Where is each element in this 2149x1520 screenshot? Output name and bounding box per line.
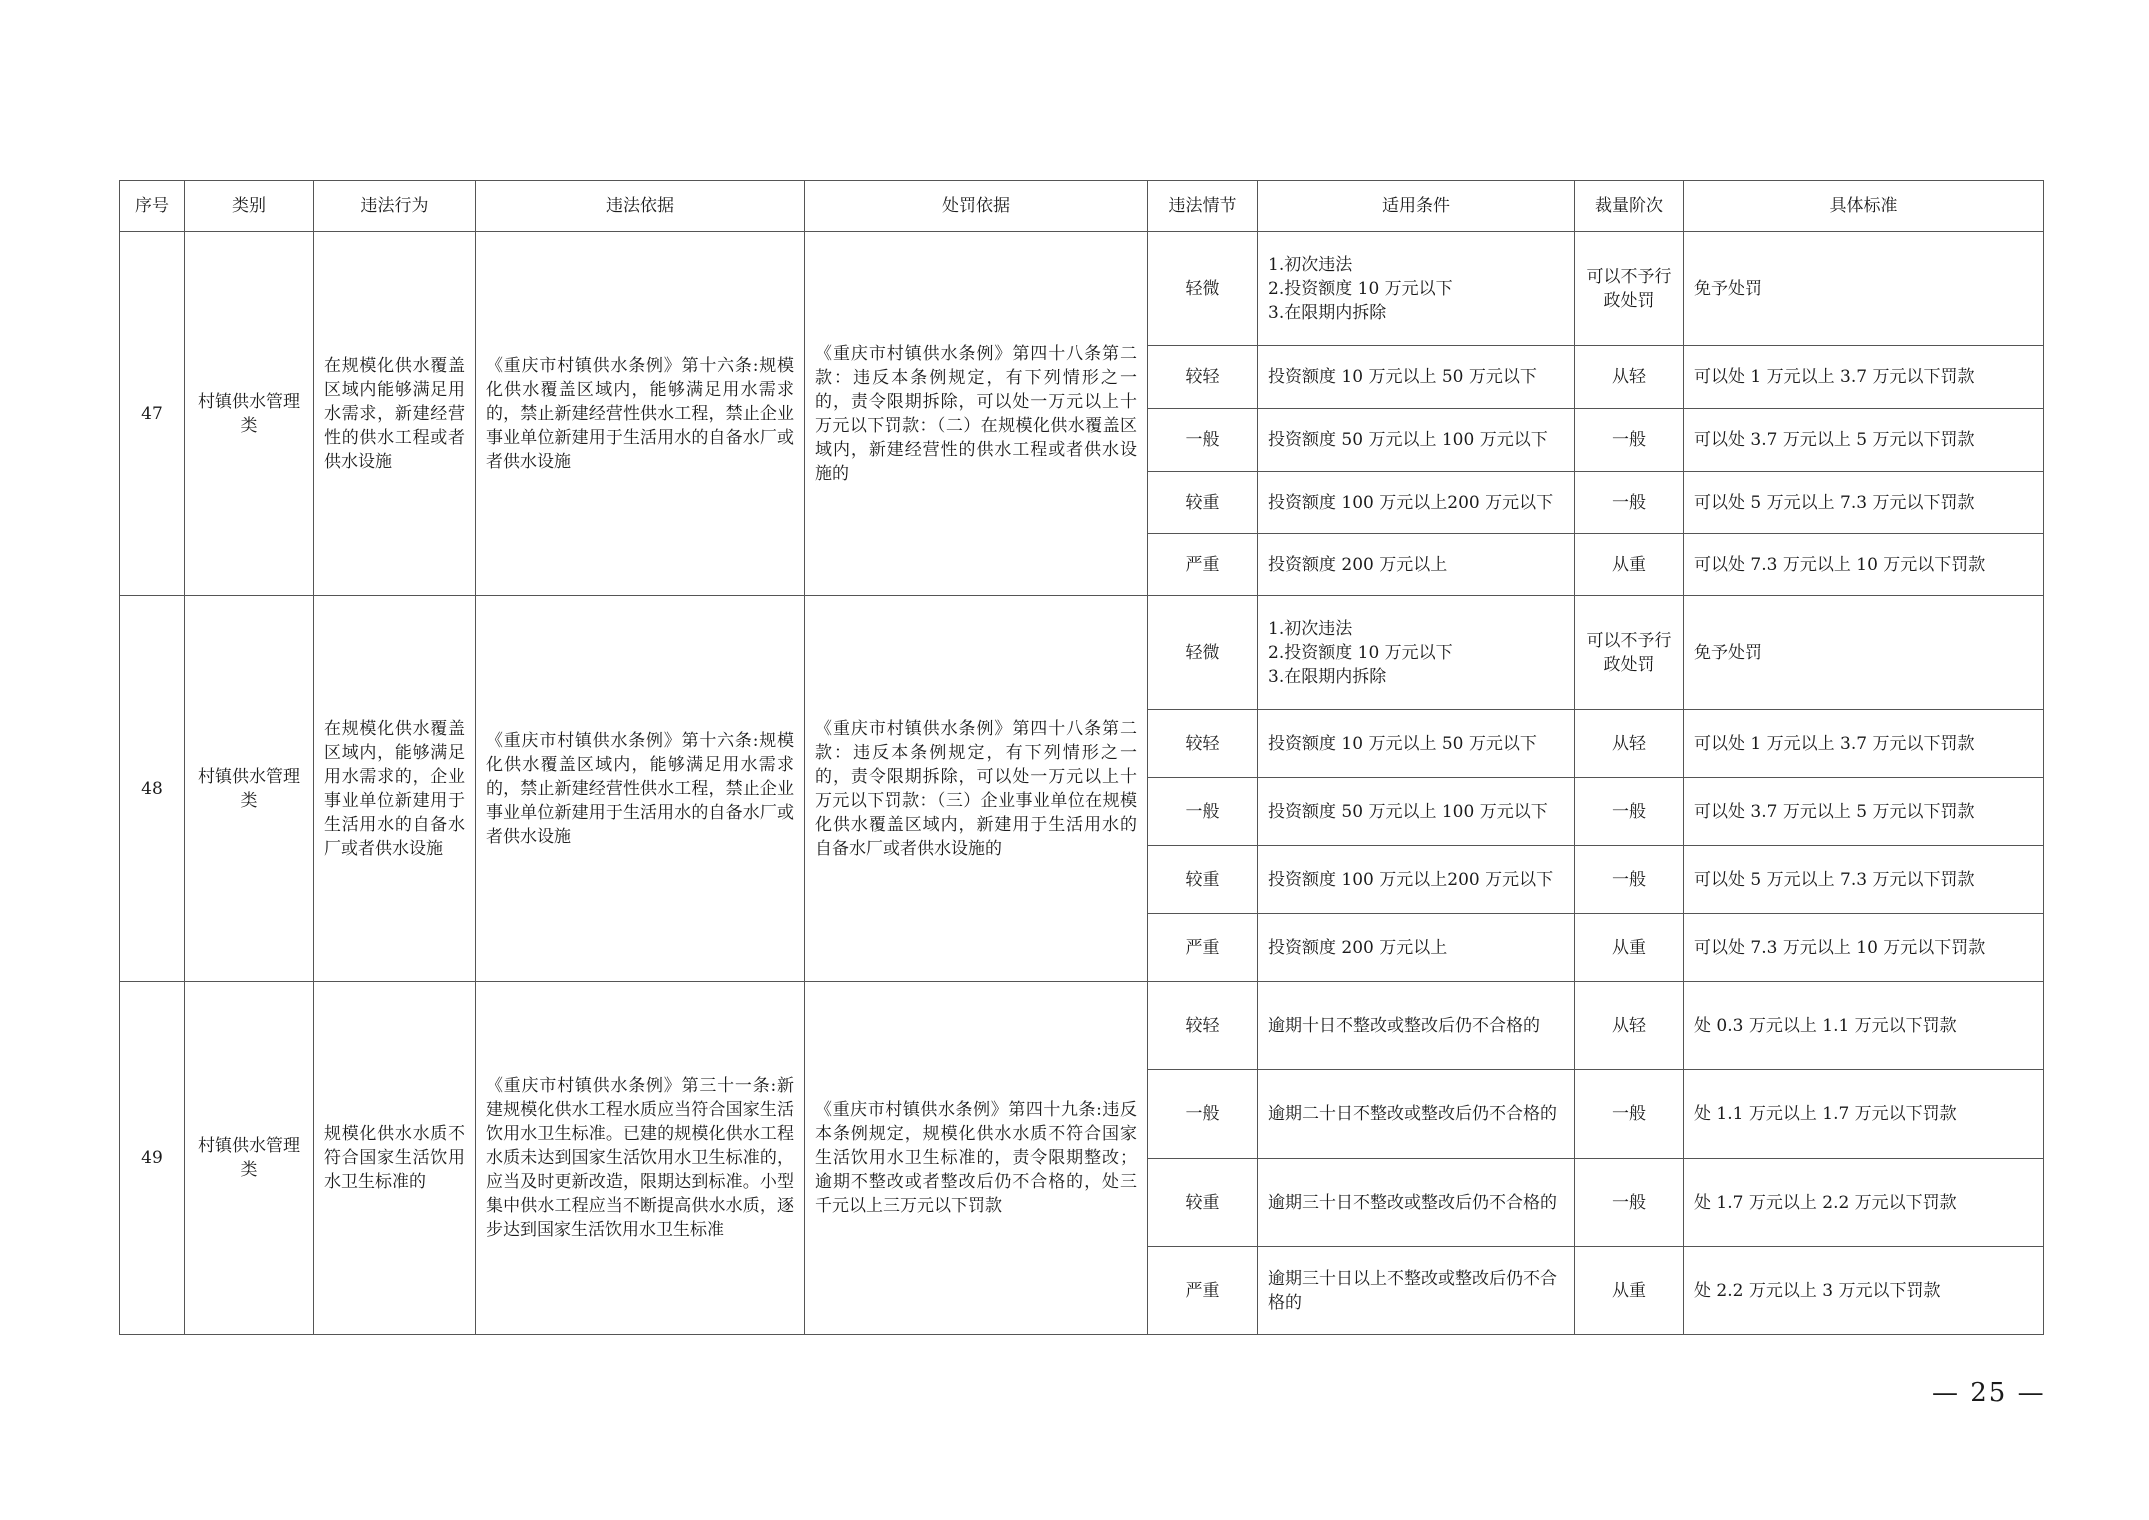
penalty-standard-table [119, 180, 2044, 1335]
cell-penalty-basis: 《重庆市村镇供水条例》第四十八条第二款：违反本条例规定，有下列情形之一的，责令限期拆除，可以处一万元以上十万元以下罚款：（二）在规模化供水覆盖区域内，新建经营性的供水工程或者供水设施的 [805, 232, 1148, 596]
cell-penalty-basis: 《重庆市村镇供水条例》第四十九条:违反本条例规定，规模化供水水质不符合国家生活饮用水卫生标准的，责令限期整改；逾期不整改或者整改后仍不合格的，处三千元以上三万元以下罚款 [805, 982, 1148, 1335]
cell-no: 49 [120, 982, 185, 1335]
cell-conditions [1258, 982, 1575, 1070]
cell-violation-basis: 《重庆市村镇供水条例》第十六条:规模化供水覆盖区域内，能够满足用水需求的，禁止新建经营性供水工程，禁止企业事业单位新建用于生活用水的自备水厂或者供水设施 [476, 596, 805, 982]
cell-level: 从轻 [1575, 710, 1684, 778]
cell-conditions [1258, 1159, 1575, 1247]
cell-level: 一般 [1575, 778, 1684, 846]
cell-behavior: 规模化供水水质不符合国家生活饮用水卫生标准的 [314, 982, 476, 1335]
condition-line: 逾期三十日以上不整改或整改后仍不合格的 [1268, 1268, 1557, 1313]
cell-conditions [1258, 472, 1575, 534]
header-no: 序号 [120, 181, 185, 232]
cell-level: 一般 [1575, 472, 1684, 534]
cell-standard: 可以处 5 万元以上 7.3 万元以下罚款 [1684, 472, 2044, 534]
condition-line: 逾期十日不整改或整改后仍不合格的 [1268, 1015, 1540, 1036]
cell-standard: 处 1.1 万元以上 1.7 万元以下罚款 [1684, 1070, 2044, 1159]
condition-line: 投资额度 50 万元以上 100 万元以下 [1268, 801, 1548, 822]
cell-standard: 可以处 1 万元以上 3.7 万元以下罚款 [1684, 710, 2044, 778]
cell-level: 从轻 [1575, 346, 1684, 409]
cell-violation-basis: 《重庆市村镇供水条例》第三十一条:新建规模化供水工程水质应当符合国家生活饮用水卫生标准。已建的规模化供水工程水质未达到国家生活饮用水卫生标准的，应当及时更新改造，限期达到标准。小型集中供水工程应当不断提高供水水质，逐步达到国家生活饮用水卫生标准 [476, 982, 805, 1335]
cell-conditions [1258, 846, 1575, 914]
cell-severity: 严重 [1148, 1247, 1258, 1335]
cell-conditions [1258, 778, 1575, 846]
cell-category: 村镇供水管理类 [185, 596, 314, 982]
cell-violation-basis: 《重庆市村镇供水条例》第十六条:规模化供水覆盖区域内，能够满足用水需求的，禁止新建经营性供水工程，禁止企业事业单位新建用于生活用水的自备水厂或者供水设施 [476, 232, 805, 596]
cell-level: 一般 [1575, 1159, 1684, 1247]
cell-behavior: 在规模化供水覆盖区域内能够满足用水需求，新建经营性的供水工程或者供水设施 [314, 232, 476, 596]
cell-conditions [1258, 409, 1575, 472]
cell-standard: 处 0.3 万元以上 1.1 万元以下罚款 [1684, 982, 2044, 1070]
header-penalty-basis: 处罚依据 [805, 181, 1148, 232]
condition-line: 投资额度 50 万元以上 100 万元以下 [1268, 430, 1548, 450]
cell-severity: 严重 [1148, 914, 1258, 982]
cell-severity: 较轻 [1148, 982, 1258, 1070]
cell-standard: 处 2.2 万元以上 3 万元以下罚款 [1684, 1247, 2044, 1335]
header-level: 裁量阶次 [1575, 181, 1684, 232]
cell-severity: 轻微 [1148, 596, 1258, 710]
cell-standard: 可以处 3.7 万元以上 5 万元以下罚款 [1684, 409, 2044, 472]
condition-line: 投资额度 100 万元以上200 万元以下 [1268, 492, 1554, 513]
cell-conditions [1258, 710, 1575, 778]
cell-no: 48 [120, 596, 185, 982]
header-conditions: 适用条件 [1258, 181, 1575, 232]
condition-line: 投资额度 10 万元以上 50 万元以下 [1268, 367, 1537, 387]
condition-line: 3.在限期内拆除 [1268, 302, 1387, 323]
cell-conditions [1258, 346, 1575, 409]
header-severity: 违法情节 [1148, 181, 1258, 232]
cell-severity: 较轻 [1148, 710, 1258, 778]
cell-conditions [1258, 1070, 1575, 1159]
cell-level: 可以不予行政处罚 [1575, 232, 1684, 346]
cell-penalty-basis: 《重庆市村镇供水条例》第四十八条第二款：违反本条例规定，有下列情形之一的，责令限期拆除，可以处一万元以上十万元以下罚款：（三）企业事业单位在规模化供水覆盖区域内，新建用于生活用水的自备水厂或者供水设施的 [805, 596, 1148, 982]
cell-category: 村镇供水管理类 [185, 232, 314, 596]
condition-line: 1.初次违法 [1268, 618, 1353, 639]
cell-conditions [1258, 1247, 1575, 1335]
cell-level: 从轻 [1575, 982, 1684, 1070]
cell-severity: 较轻 [1148, 346, 1258, 409]
condition-line: 逾期三十日不整改或整改后仍不合格的 [1268, 1192, 1557, 1213]
table-row [120, 982, 2044, 1070]
cell-behavior: 在规模化供水覆盖区域内，能够满足用水需求的，企业事业单位新建用于生活用水的自备水厂或者供水设施 [314, 596, 476, 982]
cell-level: 从重 [1575, 914, 1684, 982]
header-standard: 具体标准 [1684, 181, 2044, 232]
cell-level: 一般 [1575, 846, 1684, 914]
cell-no: 47 [120, 232, 185, 596]
cell-standard: 可以处 7.3 万元以上 10 万元以下罚款 [1684, 914, 2044, 982]
page-number: — 25 — [1932, 1378, 2046, 1408]
cell-standard: 免予处罚 [1684, 596, 2044, 710]
cell-standard: 免予处罚 [1684, 232, 2044, 346]
cell-standard: 处 1.7 万元以上 2.2 万元以下罚款 [1684, 1159, 2044, 1247]
condition-line: 逾期二十日不整改或整改后仍不合格的 [1268, 1104, 1557, 1124]
cell-severity: 一般 [1148, 778, 1258, 846]
header-violation-basis: 违法依据 [476, 181, 805, 232]
table-row [120, 596, 2044, 710]
condition-line: 投资额度 10 万元以上 50 万元以下 [1268, 733, 1537, 754]
cell-severity: 轻微 [1148, 232, 1258, 346]
condition-line: 投资额度 100 万元以上200 万元以下 [1268, 869, 1554, 890]
cell-conditions [1258, 596, 1575, 710]
cell-standard: 可以处 3.7 万元以上 5 万元以下罚款 [1684, 778, 2044, 846]
cell-level: 可以不予行政处罚 [1575, 596, 1684, 710]
table-body [120, 232, 2044, 1335]
cell-standard: 可以处 1 万元以上 3.7 万元以下罚款 [1684, 346, 2044, 409]
cell-severity: 严重 [1148, 534, 1258, 596]
header-behavior: 违法行为 [314, 181, 476, 232]
cell-level: 从重 [1575, 534, 1684, 596]
condition-line: 投资额度 200 万元以上 [1268, 937, 1448, 958]
condition-line: 2.投资额度 10 万元以下 [1268, 278, 1453, 299]
cell-conditions [1258, 232, 1575, 346]
cell-severity: 较重 [1148, 846, 1258, 914]
cell-level: 一般 [1575, 409, 1684, 472]
cell-standard: 可以处 5 万元以上 7.3 万元以下罚款 [1684, 846, 2044, 914]
condition-line: 1.初次违法 [1268, 254, 1353, 275]
cell-category: 村镇供水管理类 [185, 982, 314, 1335]
table-header-row [120, 181, 2044, 232]
cell-standard: 可以处 7.3 万元以上 10 万元以下罚款 [1684, 534, 2044, 596]
condition-line: 投资额度 200 万元以上 [1268, 554, 1448, 575]
table-row [120, 232, 2044, 346]
cell-severity: 一般 [1148, 1070, 1258, 1159]
cell-conditions [1258, 534, 1575, 596]
cell-level: 一般 [1575, 1070, 1684, 1159]
cell-severity: 较重 [1148, 472, 1258, 534]
cell-conditions [1258, 914, 1575, 982]
condition-line: 2.投资额度 10 万元以下 [1268, 642, 1453, 663]
cell-severity: 较重 [1148, 1159, 1258, 1247]
condition-line: 3.在限期内拆除 [1268, 666, 1387, 687]
cell-severity: 一般 [1148, 409, 1258, 472]
cell-level: 从重 [1575, 1247, 1684, 1335]
header-category: 类别 [185, 181, 314, 232]
